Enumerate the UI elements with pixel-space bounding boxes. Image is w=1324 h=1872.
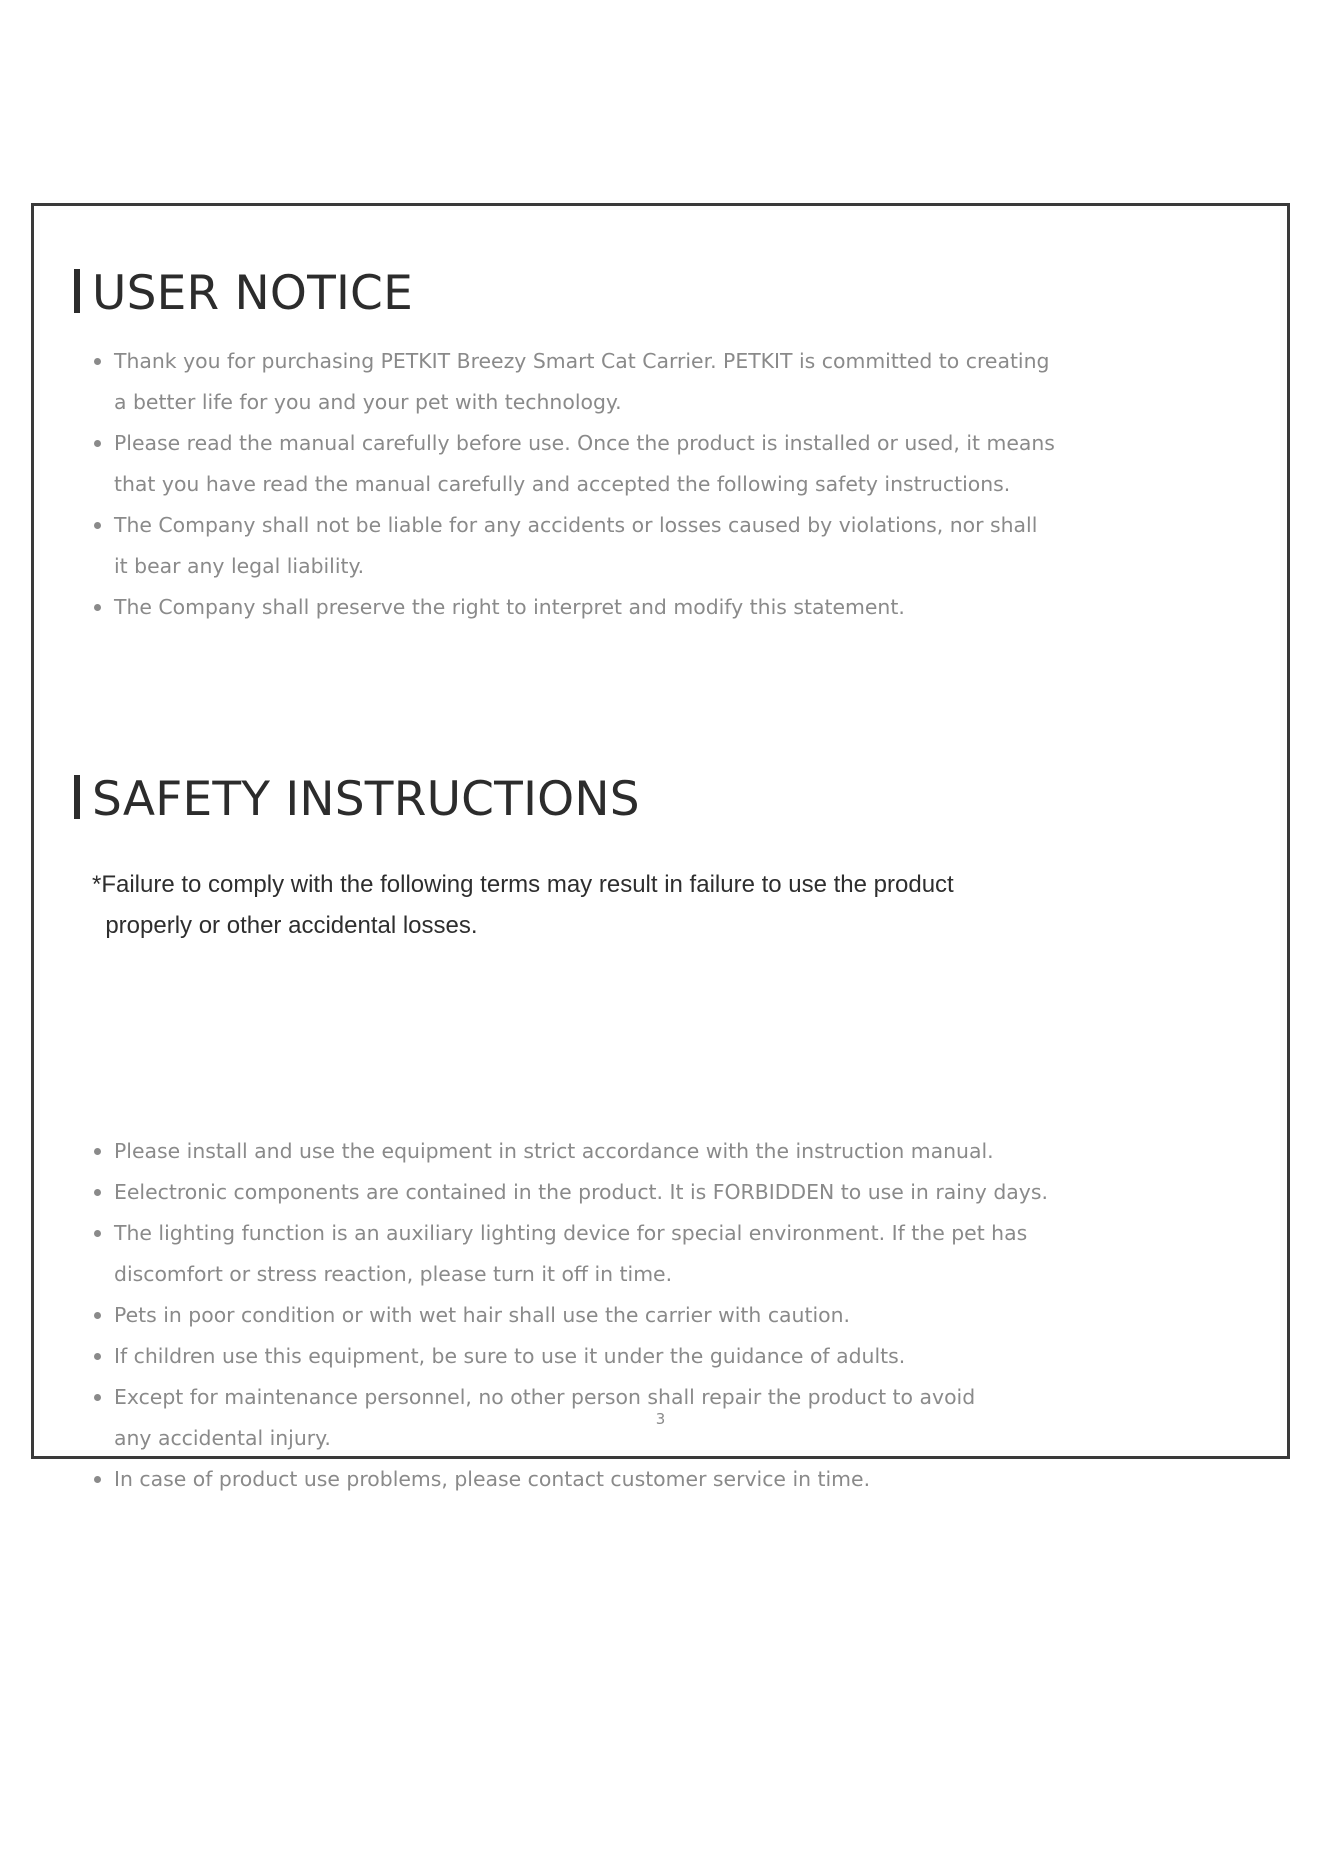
list-item: [90, 505, 1055, 587]
bullet-icon: [94, 1189, 101, 1196]
list-item-line: any accidental injury.: [114, 1426, 331, 1450]
page-number: 3: [655, 1410, 666, 1428]
list-item-line: a better life for you and your pet with technology.: [114, 390, 622, 414]
list-item-line: In case of product use problems, please contact customer service in time.: [114, 1467, 871, 1491]
bullet-icon: [94, 1394, 101, 1401]
bullet-icon: [94, 604, 101, 611]
list-item: [90, 1295, 1048, 1336]
safety-instructions-title: SAFETY INSTRUCTIONS: [92, 772, 640, 827]
list-item-line: Eelectronic components are contained in the product. It is FORBIDDEN to use in rainy days.: [114, 1180, 1048, 1204]
list-item-line: If children use this equipment, be sure to use it under the guidance of adults.: [114, 1344, 906, 1368]
bullet-icon: [94, 1353, 101, 1360]
safety-instructions-list: [90, 1131, 1048, 1500]
user-notice-heading: [74, 266, 413, 322]
list-item-line: that you have read the manual carefully and accepted the following safety instructions.: [114, 472, 1011, 496]
bullet-icon: [94, 1230, 101, 1237]
bullet-icon: [94, 1148, 101, 1155]
list-item: [90, 1172, 1048, 1213]
page-frame: [31, 203, 1290, 1491]
bullet-icon: [94, 358, 101, 365]
list-item-line: The lighting function is an auxiliary lighting device for special environment. If the pet has: [114, 1221, 1028, 1245]
list-item: [90, 1131, 1048, 1172]
safety-warning-note: *Failure to comply with the following terms may result in failure to use the product properly or other accidental losses.: [92, 871, 954, 939]
list-item: [90, 341, 1055, 423]
bullet-icon: [94, 522, 101, 529]
list-item-line: discomfort or stress reaction, please turn it off in time.: [114, 1262, 673, 1286]
user-notice-title: USER NOTICE: [92, 266, 413, 321]
list-item-line: The Company shall preserve the right to interpret and modify this statement.: [114, 595, 905, 619]
bullet-icon: [94, 440, 101, 447]
list-item-line: Except for maintenance personnel, no other person shall repair the product to avoid: [114, 1385, 976, 1409]
list-item-line: it bear any legal liability.: [114, 554, 365, 578]
list-item-line: Pets in poor condition or with wet hair shall use the carrier with caution.: [114, 1303, 851, 1327]
list-item-line: The Company shall not be liable for any accidents or losses caused by violations, nor shall: [114, 513, 1038, 537]
list-item: [90, 1459, 1048, 1500]
list-item: [90, 587, 1055, 628]
list-item: [90, 1213, 1048, 1295]
list-item: [90, 1336, 1048, 1377]
list-item-line: Please read the manual carefully before use. Once the product is installed or used, it means: [114, 431, 1055, 455]
bullet-icon: [94, 1476, 101, 1483]
heading-bar: [74, 775, 80, 819]
bullet-icon: [94, 1312, 101, 1319]
list-item-line: Thank you for purchasing PETKIT Breezy Smart Cat Carrier. PETKIT is committed to creating: [114, 349, 1050, 373]
heading-bar: [74, 269, 80, 313]
list-item: [90, 423, 1055, 505]
user-notice-list: [90, 341, 1055, 628]
safety-instructions-heading: [74, 772, 640, 828]
list-item-line: Please install and use the equipment in strict accordance with the instruction manual.: [114, 1139, 994, 1163]
